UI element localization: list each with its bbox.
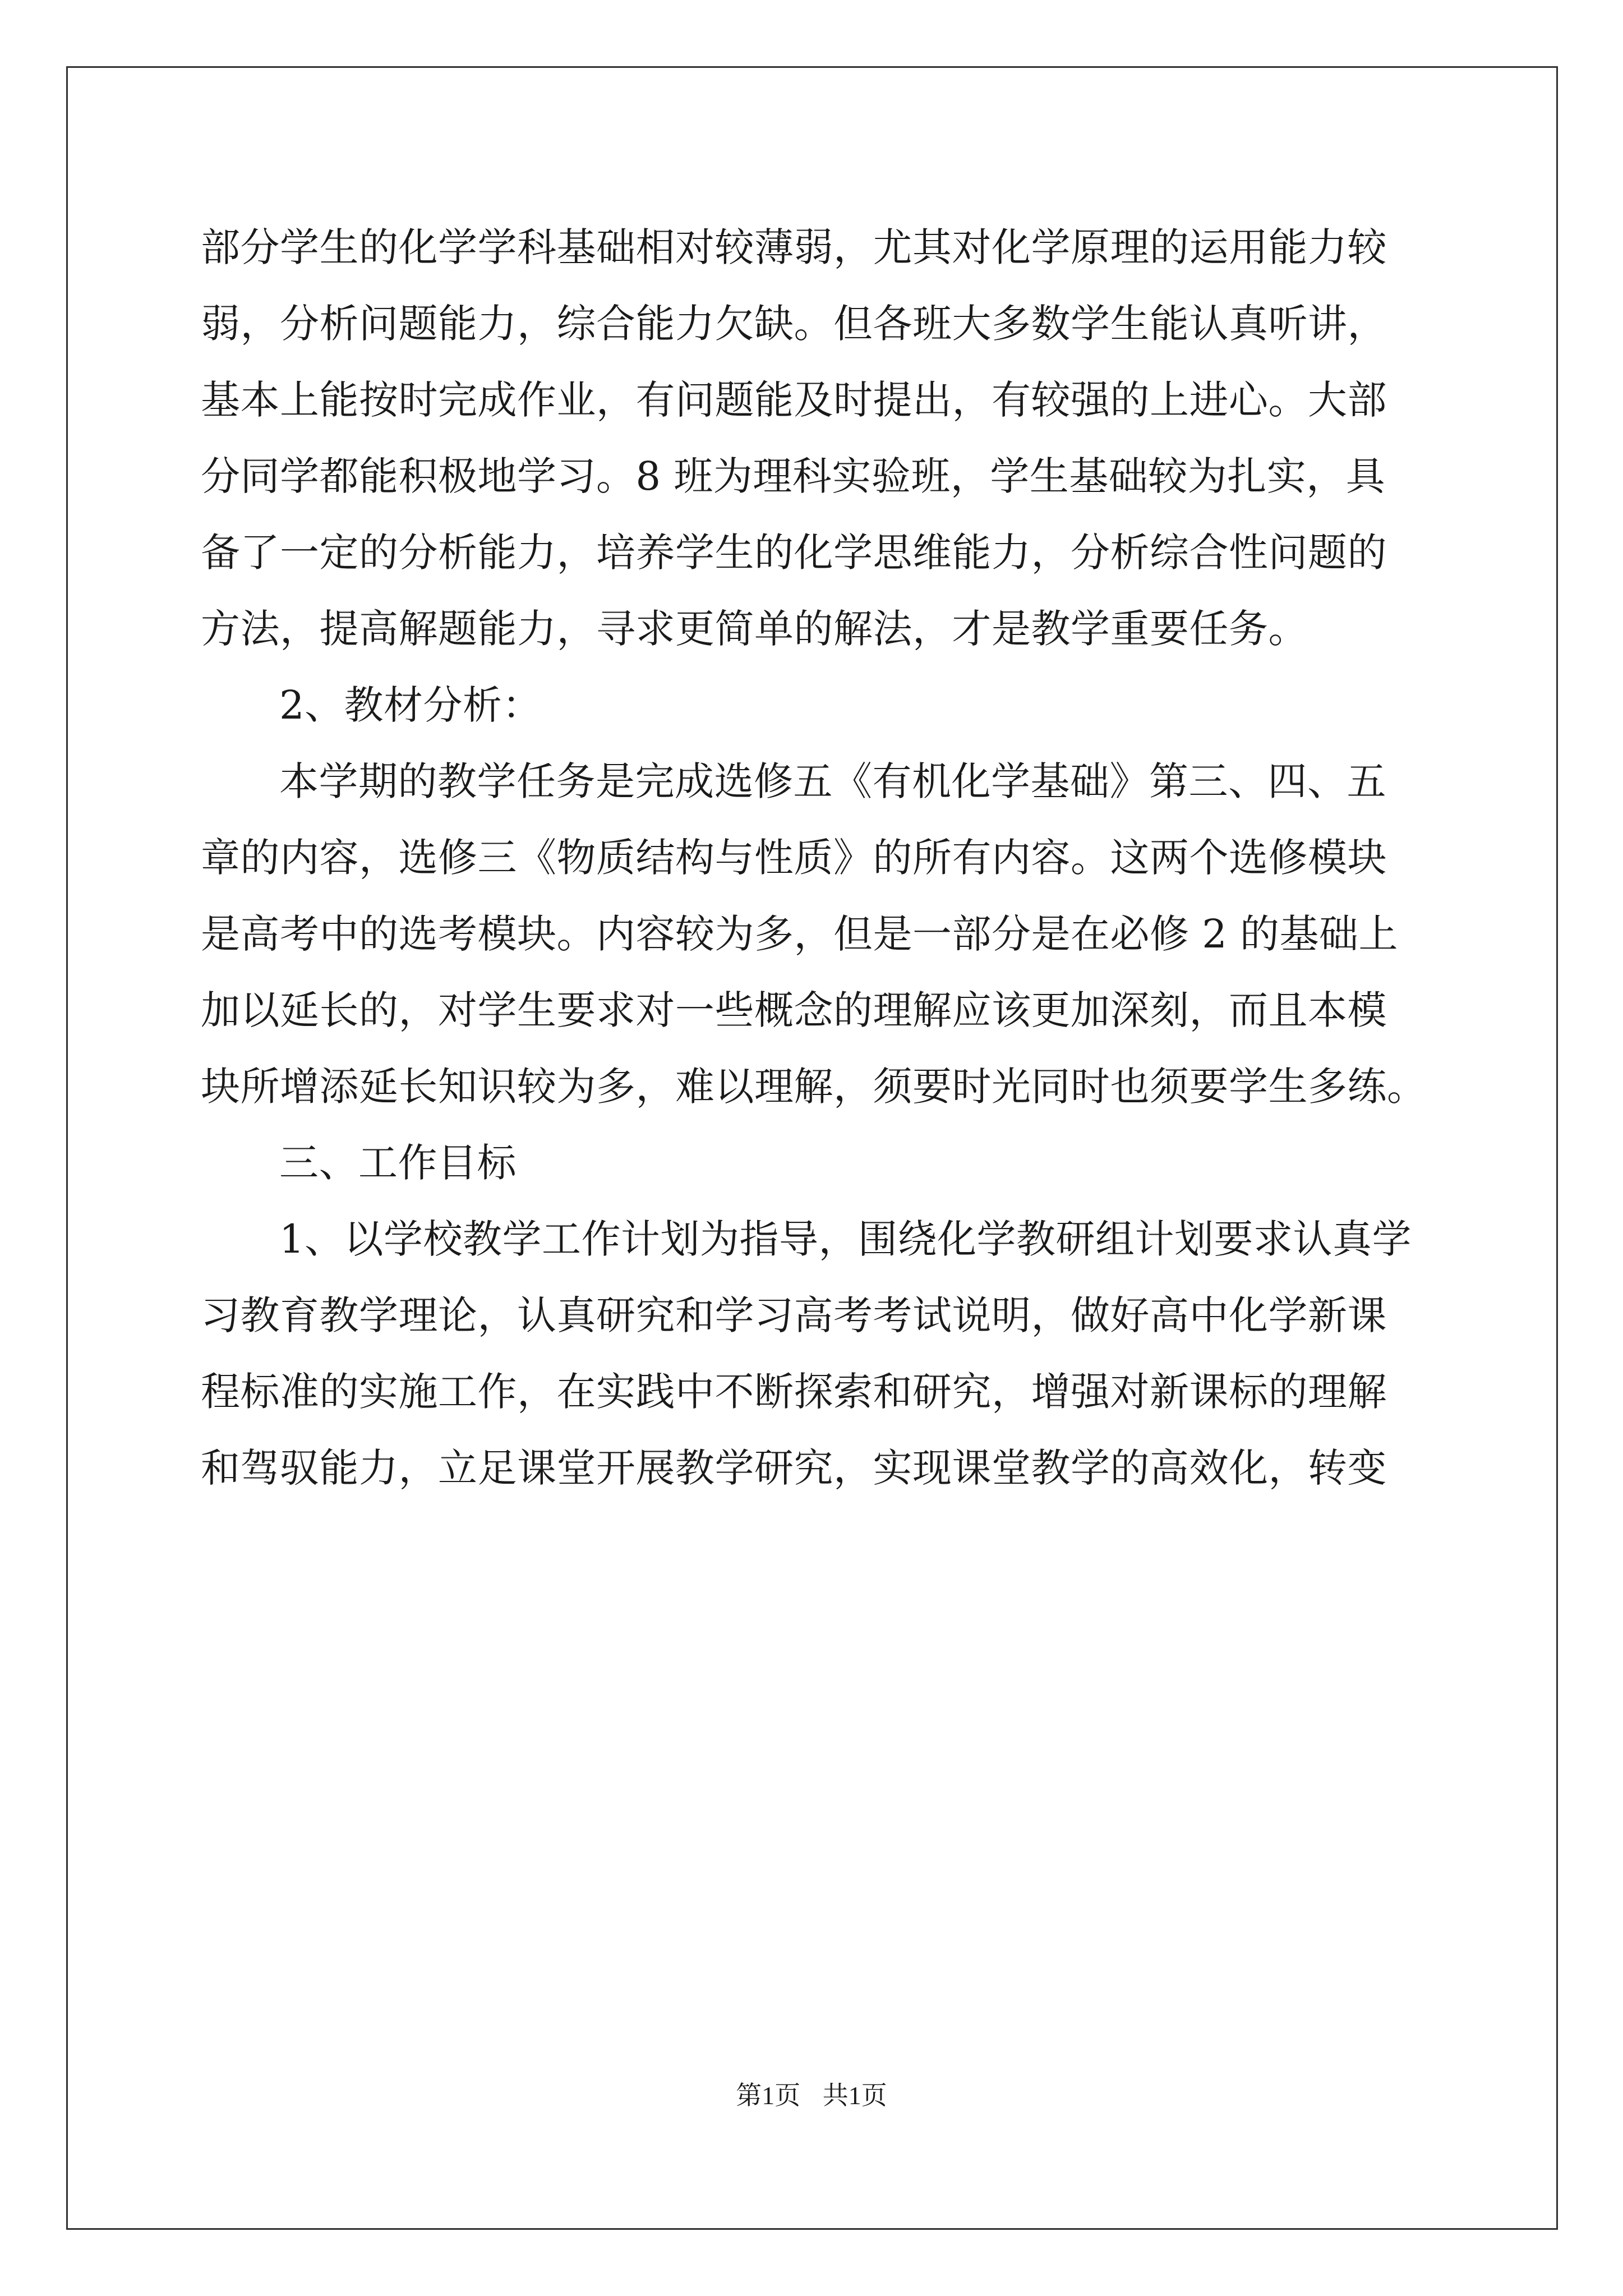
paragraph-line: 弱，分析问题能力，综合能力欠缺。但各班大多数学生能认真听讲， xyxy=(201,301,1387,347)
paragraph-line: 加以延长的，对学生要求对一些概念的理解应该更加深刻，而且本模 xyxy=(201,987,1387,1033)
page-footer xyxy=(0,2079,1623,2113)
paragraph-line: 程标准的实施工作，在实践中不断探索和研究，增强对新课标的理解 xyxy=(201,1369,1387,1415)
paragraph-line: 1、以学校教学工作计划为指导，围绕化学教研组计划要求认真学 xyxy=(279,1216,1412,1262)
paragraph-line: 部分学生的化学学科基础相对较薄弱，尤其对化学原理的运用能力较 xyxy=(201,224,1387,270)
page-number: 第1页 xyxy=(736,2081,801,2110)
paragraph-line: 方法，提高解题能力，寻求更简单的解法，才是教学重要任务。 xyxy=(201,606,1308,652)
section-heading: 2、教材分析： xyxy=(279,682,542,728)
paragraph-line: 备了一定的分析能力，培养学生的化学思维能力，分析综合性问题的 xyxy=(201,530,1387,576)
paragraph-line: 是高考中的选考模块。内容较为多，但是一部分是在必修 2 的基础上 xyxy=(201,911,1399,957)
page-total: 共1页 xyxy=(822,2081,887,2110)
paragraph-line: 块所增添延长知识较为多，难以理解，须要时光同时也须要学生多练。 xyxy=(201,1064,1427,1110)
paragraph-line: 分同学都能积极地学习。8 班为理科实验班，学生基础较为扎实，具 xyxy=(201,453,1386,499)
paragraph-line: 基本上能按时完成作业，有问题能及时提出，有较强的上进心。大部 xyxy=(201,377,1387,423)
section-heading: 三、工作目标 xyxy=(279,1140,517,1186)
paragraph-line: 和驾驭能力，立足课堂开展教学研究，实现课堂教学的高效化，转变 xyxy=(201,1445,1387,1491)
paragraph-line: 章的内容，选修三《物质结构与性质》的所有内容。这两个选修模块 xyxy=(201,835,1387,881)
paragraph-line: 习教育教学理论，认真研究和学习高考考试说明，做好高中化学新课 xyxy=(201,1292,1387,1338)
paragraph-line: 本学期的教学任务是完成选修五《有机化学基础》第三、四、五 xyxy=(279,758,1386,804)
